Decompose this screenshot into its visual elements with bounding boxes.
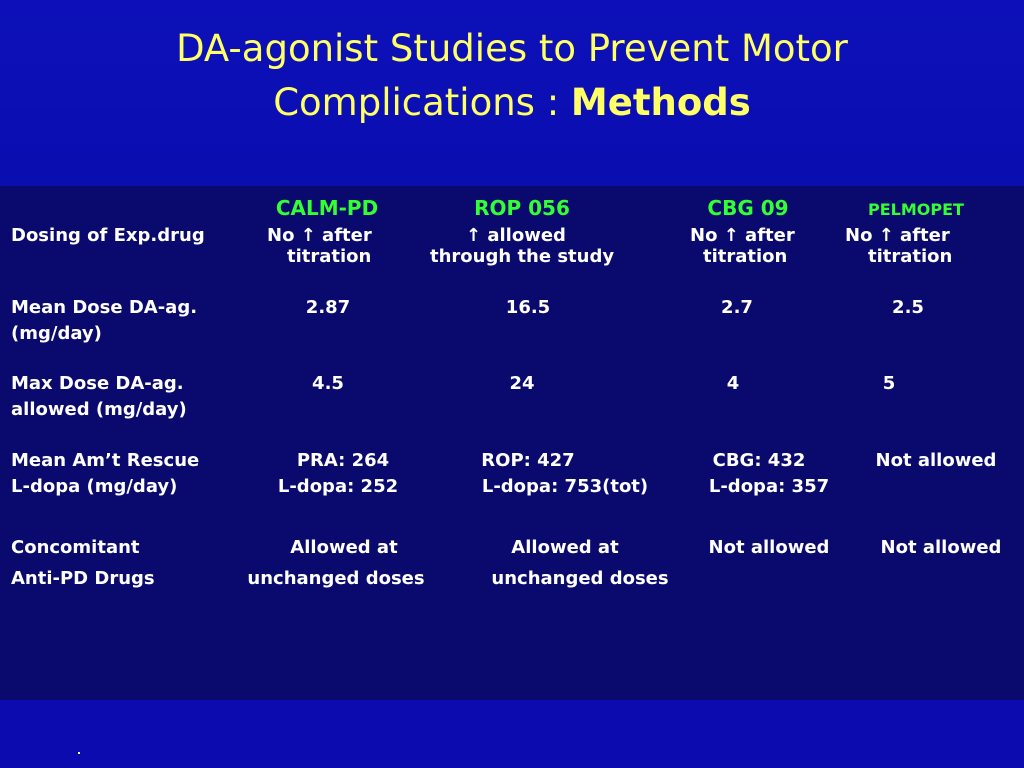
row-label-rescue-line1: Mean Am’t Rescue [11,450,200,471]
row-label-concomitant-line1: Concomitant [11,537,140,558]
cell-concomitant-calm-pd-line1: Allowed at [290,537,398,558]
title-line-2-plain: Complications : [273,81,571,124]
cell-concomitant-pelmopet: Not allowed [880,537,1002,558]
cell-rescue-cbg-line2: L-dopa: 357 [708,476,830,497]
cell-max-dose-pelmopet: 5 [882,373,896,394]
cell-mean-dose-calm-pd: 2.87 [305,297,351,318]
row-label-mean-dose-line1: Mean Dose DA-ag. [11,297,198,318]
cell-dosing-calm-pd-line1: No ↑ after [267,225,372,246]
column-header-calm-pd: CALM-PD [275,196,379,220]
cell-dosing-calm-pd-line2: titration [287,246,372,267]
title-line-1: DA-agonist Studies to Prevent Motor [176,27,848,70]
cell-dosing-rop-line2: through the study [430,246,615,267]
cell-rescue-pelmopet: Not allowed [875,450,997,471]
cell-rescue-calm-pd-line1: PRA: 264 [296,450,390,471]
title-line-2 [0,76,1024,130]
column-header-rop-056: ROP 056 [474,196,570,220]
footer-mark [78,752,80,754]
cell-dosing-cbg-line1: No ↑ after [690,225,795,246]
cell-rescue-cbg-line1: CBG: 432 [712,450,806,471]
cell-mean-dose-pelmopet: 2.5 [892,297,924,318]
row-label-rescue-line2: L-dopa (mg/day) [11,476,178,497]
cell-concomitant-rop-line2: unchanged doses [491,568,669,589]
cell-concomitant-calm-pd-line2: unchanged doses [247,568,425,589]
cell-rescue-rop-line1: ROP: 427 [481,450,575,471]
cell-max-dose-calm-pd: 4.5 [312,373,344,394]
cell-mean-dose-cbg: 2.7 [721,297,753,318]
cell-dosing-pelmopet-line1: No ↑ after [845,225,950,246]
cell-rescue-rop-line2: L-dopa: 753(tot) [481,476,649,497]
column-header-cbg-09: CBG 09 [707,196,789,220]
slide-title [0,22,1024,130]
row-label-max-dose-line1: Max Dose DA-ag. [11,373,184,394]
column-header-pelmopet: PELMOPET [868,200,964,219]
row-label-mean-dose-line2: (mg/day) [11,323,102,344]
title-line-2-bold: Methods [570,81,751,124]
row-label-concomitant-line2: Anti-PD Drugs [11,568,155,589]
row-label-max-dose-line2: allowed (mg/day) [11,399,187,420]
cell-mean-dose-rop: 16.5 [505,297,551,318]
bottom-band [0,700,1024,768]
row-label-dosing: Dosing of Exp.drug [11,225,205,246]
cell-concomitant-rop-line1: Allowed at [511,537,619,558]
cell-dosing-cbg-line2: titration [703,246,788,267]
cell-max-dose-cbg: 4 [726,373,740,394]
cell-max-dose-rop: 24 [509,373,535,394]
cell-dosing-rop-line1: ↑ allowed [466,225,566,246]
cell-dosing-pelmopet-line2: titration [868,246,953,267]
cell-rescue-calm-pd-line2: L-dopa: 252 [277,476,399,497]
cell-concomitant-cbg: Not allowed [708,537,830,558]
